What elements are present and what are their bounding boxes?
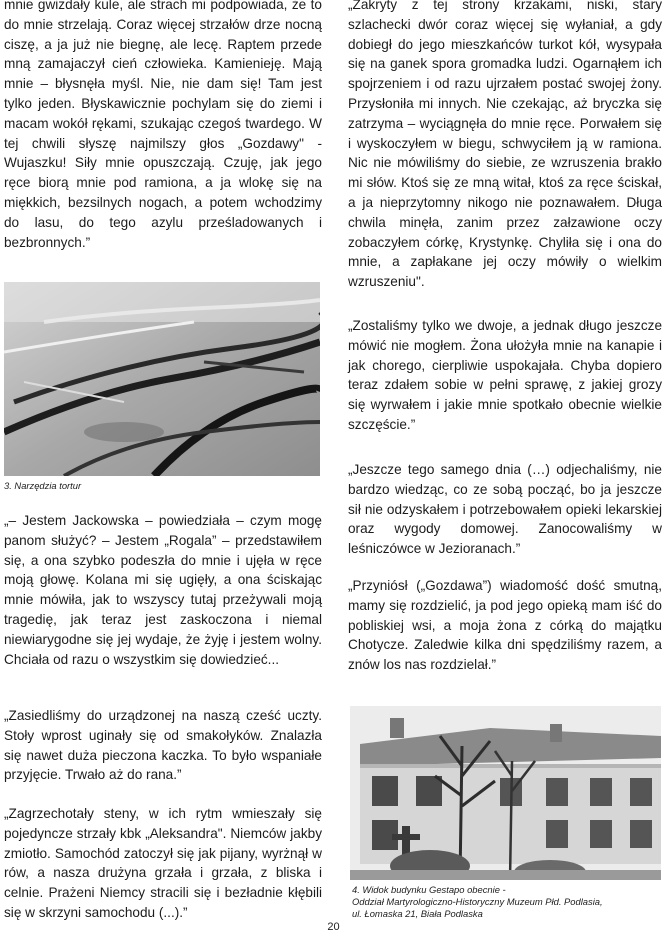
paragraph-jackowska: „– Jestem Jackowska – powiedziała – czym mogę panom służyć? – Jestem „Rogala” – przedstawiłem się, a ona szybko podeszła do mnie i ujęła w ręce moją głowę. Kolana mi się ugięły, a ona ściskając mnie mówiła, jak to wszyscy tutaj przeżywali moją tragedię, jak teraz jest zaskoczona i niemal niewiarygodne się jej wydaje, że żyję i jestem wolny. Chciała od razu o wszystkim się dowiedzieć... <box>4 513 322 667</box>
paragraph-forester-lodge: „Jeszcze tego samego dnia (…) odjechaliśmy, nie bardzo wiedząc, co ze sobą począć, bo ja jeszcze sił nie odzyskałem i potrzebowałem opieki lekarskiej oraz wygody domowej. Zanocowaliśmy w leśniczówce w Jezioranach.” <box>348 462 662 557</box>
paragraph-separation: „Przyniósł („Gozdawa”) wiadomość dość smutną, mamy się rozdzielić, ja pod jego opieką mam iść do pobliskiej wsi, a moja żona z córką do majątku Chotycze. Zaledwie kilka dni spędziliśmy razem, a znów los nas rozdzielał.” <box>348 578 662 673</box>
gestapo-building-image <box>350 706 661 880</box>
building-caption-line-3: ul. Łomaska 21, Biała Podlaska <box>352 908 483 919</box>
paragraph-feast: „Zasiedliśmy do urządzonej na naszą cześć uczty. Stoły wprost uginały się od smakołyków. Znalazła się nawet duża pieczona kaczka. To było wspaniałe przyjęcie. Trwało aż do rana.” <box>4 708 322 783</box>
page-number: 20 <box>327 921 340 933</box>
paragraph-manor-reunion: „Zakryty z tej strony krzakami, niski, stary szlachecki dwór coraz więcej się wyłaniał, a gdy dobiegł do jego mieszkańców turkot kół, wysypała się na ganek spora gromadka ludzi. Ogarnąłem ich spojrzeniem i od razu ujrzałem postać swojej żony. Przysłoniła mi innych. Nie czekając, aż bryczka się zatrzyma – wyciągnęła do mnie ręce. Porwałem się i wyskoczyłem w biegu, schwyciłem ją w ramiona. Nic nie mówiliśmy do siebie, ze wzruszenia brakło mi słów. Ktoś się ze mną witał, ktoś za ręce ściskał, a ja nieprzytomny nikogo nie poznawałem. Długa chwila minęła, zanim przez załzawione oczy zobaczyłem córkę, Krystynkę. Chyliła się i ona do mnie, a zapłakane jej oczy mówiły o wielkim wzruszeniu". <box>348 0 662 290</box>
building-caption-line-1: 4. Widok budynku Gestapo obecnie - <box>352 884 506 895</box>
torture-tools-photo <box>4 282 320 476</box>
building-caption <box>352 884 603 920</box>
building-caption-line-2: Oddział Martyrologiczno-Historyczny Muzeum Płd. Podlasia, <box>352 896 603 907</box>
gestapo-building-photo <box>350 706 661 880</box>
paragraph-alone-together: „Zostaliśmy tylko we dwoje, a jednak długo jeszcze mówić nie mogłem. Żona ułożyła mnie na kanapie i jak chorego, cierpliwie uspokajała. Chyba dopiero teraz zdałem sobie w pełni sprawę, z jakiej grozy się wyrwałem i jakie mnie spotkało obecnie wielkie szczęście.” <box>348 318 662 432</box>
paragraph-escape-forest: mnie gwizdały kule, ale strach mi podpowiada, że to do mnie strzelają. Coraz więcej strzałów drze nocną ciszę, a ja już nie biegnę, ale lecę. Raptem przede mną zamajaczył cień człowieka. Kamienieję. Mają mnie – błysnęła myśl. Nie, nie dam się! Tam jest tylko jeden. Błyskawicznie pochylam się do ziemi i macam wokół rękami, szukając czegoś twardego. W tej chwili słyszę najmilszy głos „Gozdawy" - Wujaszku! Siły mnie opuszczają. Czuję, jak jego ręce biorą mnie pod ramiona, a ja wlokę się na miękkich, bezsilnych nogach, a potem wchodzimy do lasu, do tego azylu prześladowanych i bezbronnych.” <box>4 0 322 250</box>
torture-tools-image <box>4 282 320 476</box>
tools-caption: 3. Narzędzia tortur <box>4 480 82 491</box>
paragraph-ambush: „Zagrzechotały steny, w ich rytm wmieszały się pojedyncze strzały kbk „Aleksandra". Niemców jakby zmiotło. Samochód zatoczył się jak pijany, wyrżnął w rów, a nasza drużyna grzała i grzała, z bliska i celnie. Prażeni Niemcy stracili się i bezładnie kłębili się w skrzyni samochodu (...).” <box>4 806 322 920</box>
